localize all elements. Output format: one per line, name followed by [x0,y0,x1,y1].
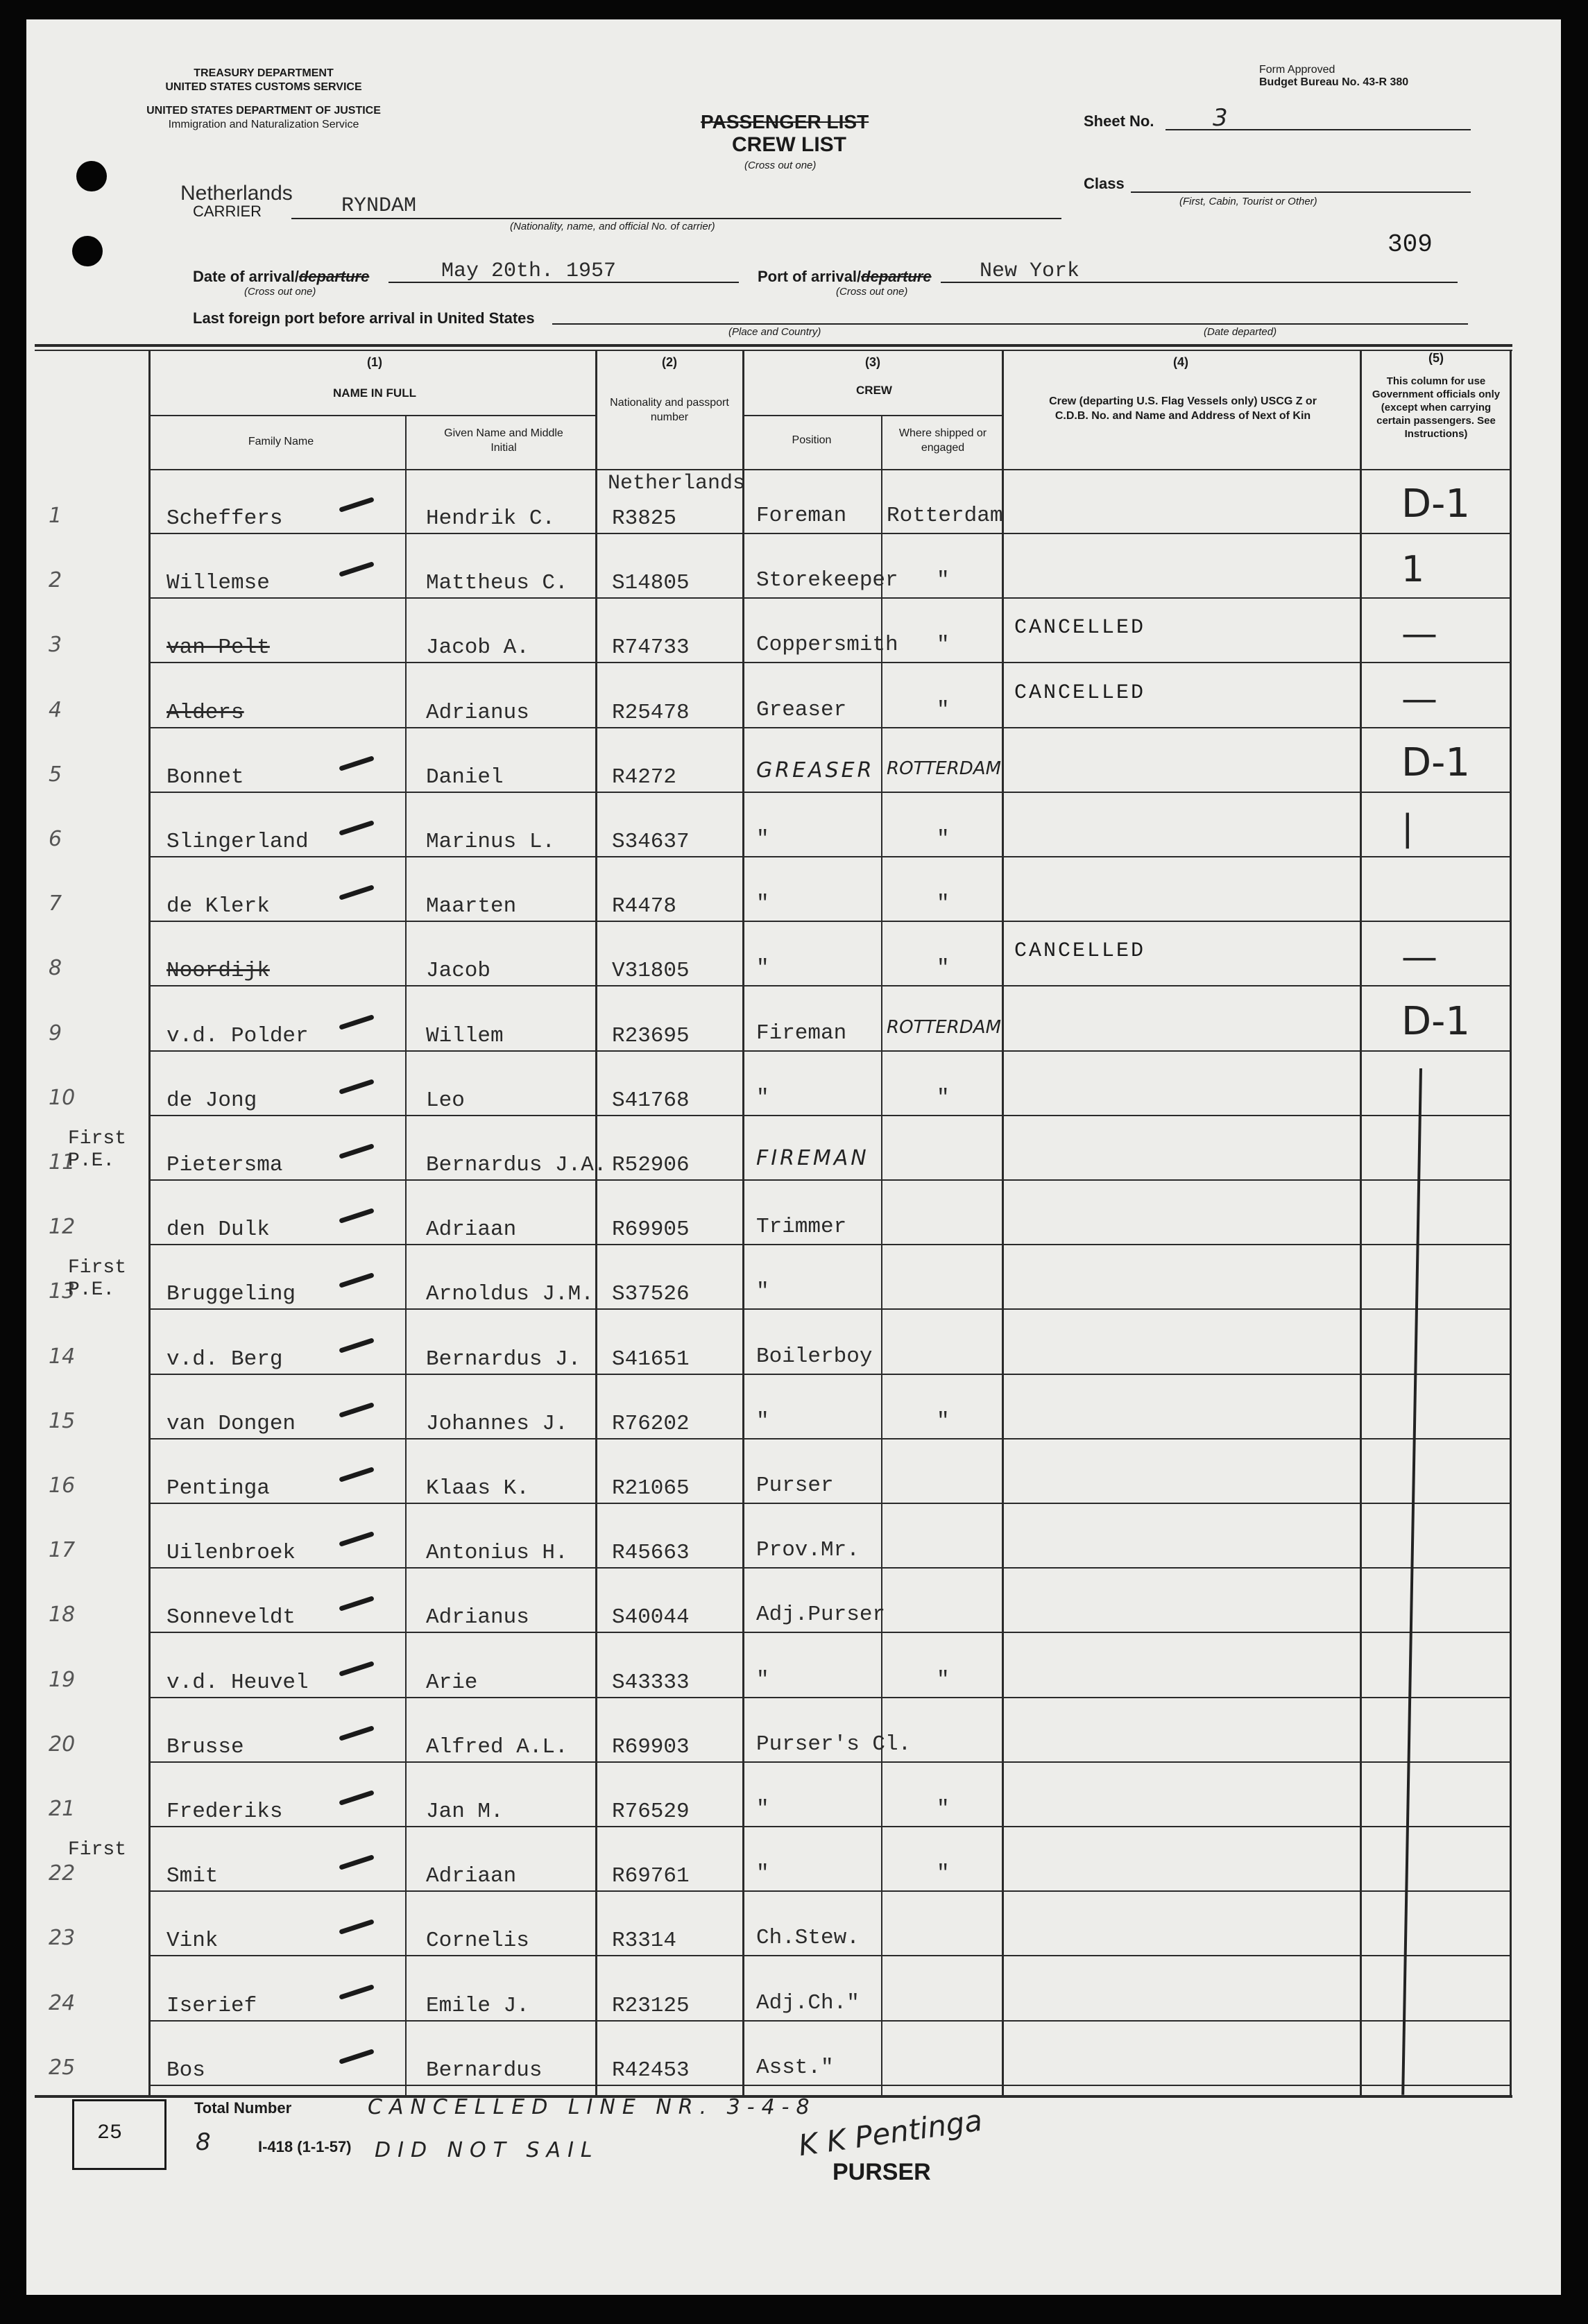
family-name: Bonnet [167,764,244,789]
total-number-label: Total Number [194,2099,292,2117]
family-name: Bos [167,2058,205,2083]
family-name: Pietersma [167,1153,283,1177]
title-cross-out: (Cross out one) [744,160,817,171]
position: Asst." [756,2055,834,2080]
position: " [756,1408,769,1433]
row-number: 22 [49,1861,76,1886]
class-hint: (First, Cabin, Tourist or Other) [1179,196,1317,207]
where-shipped: " [937,1408,950,1433]
date-label-text: Date of arrival/ [193,268,299,285]
family-name: de Klerk [167,894,270,919]
row-side-note: First P.E. [68,1257,127,1301]
col-nationality: Nationality and passport number [610,397,729,423]
family-name: Slingerland [167,830,309,854]
where-shipped: " [937,633,950,658]
row-number: 5 [49,762,62,787]
class-label: Class [1084,175,1125,192]
carrier-hint: (Nationality, name, and official No. of carrier) [510,221,715,232]
nationality-note: Netherlands [608,472,746,495]
given-name: Bernardus [426,2058,543,2083]
passport-number: R76529 [612,1800,690,1824]
family-name: v.d. Berg [167,1347,283,1372]
passport-number: R69761 [612,1864,690,1889]
port-label [758,268,932,286]
title-crew-list: CREW LIST [732,133,846,156]
col4-number: (4) [1173,355,1188,369]
family-name: v.d. Heuvel [167,1670,309,1695]
where-shipped: " [937,891,950,916]
official-mark: D-1 [1401,740,1470,785]
row-number: 4 [49,697,62,722]
col1-number: (1) [367,355,382,369]
col-given-name: Given Name and Middle Initial [444,427,563,454]
family-name: Pentinga [167,1476,270,1501]
where-shipped: " [937,697,950,722]
family-name: Frederiks [167,1800,283,1824]
family-name: Vink [167,1929,219,1954]
family-name: den Dulk [167,1217,270,1242]
given-name: Emile J. [426,1993,529,2018]
row-number: 14 [49,1344,76,1369]
family-name: Iserief [167,1993,257,2018]
official-mark: — [1401,937,1437,979]
port-label-text: Port of arrival/ [758,268,862,285]
position: Adj.Ch." [756,1990,860,2015]
family-name: Scheffers [167,506,283,531]
form-approved: Form Approved [1259,64,1335,76]
row-number: 12 [49,1215,76,1240]
passport-number: R69905 [612,1217,690,1242]
col-crew: CREW [856,384,892,397]
passport-number: S37526 [612,1282,690,1307]
given-name: Bernardus J. [426,1347,581,1372]
given-name: Alfred A.L. [426,1734,568,1759]
arrival-date: May 20th. 1957 [441,259,617,283]
eight-mark: 8 [196,2128,211,2156]
family-name: Uilenbroek [167,1541,296,1566]
passport-number: V31805 [612,959,690,984]
family-name: Sonneveldt [167,1605,296,1630]
passport-number: R23125 [612,1993,690,2018]
official-mark: 1 [1401,549,1425,591]
budget-bureau: Budget Bureau No. 43-R 380 [1259,76,1409,88]
given-name: Jacob A. [426,635,529,660]
where-shipped: " [937,1861,950,1886]
given-name: Leo [426,1088,465,1113]
where-shipped: " [937,1085,950,1110]
row-side-note: First [68,1839,127,1861]
given-name: Marinus L. [426,830,556,854]
given-name: Daniel [426,764,504,789]
position: " [756,1861,769,1886]
arrival-port: New York [980,259,1080,283]
col-crew-note: Crew (departing U.S. Flag Vessels only) USCG Z or C.D.B. No. and Name and Address of Next of Kin [1049,395,1317,422]
row-number: 6 [49,827,62,851]
passport-number: R52906 [612,1153,690,1177]
row-number: 20 [49,1732,76,1757]
passport-number: R76202 [612,1411,690,1436]
cancelled-stamp: CANCELLED [1014,616,1146,640]
official-mark: | [1401,808,1414,849]
header-dept-3: UNITED STATES DEPARTMENT OF JUSTICE [146,105,381,117]
total-box-value: 25 [97,2121,123,2145]
given-name: Mattheus C. [426,571,568,596]
family-name: Brusse [167,1734,244,1759]
row-number: 2 [49,568,62,593]
cancelled-note: CANCELLED LINE NR. 3-4-8 [368,2095,817,2119]
cancelled-stamp: CANCELLED [1014,939,1146,964]
where-shipped: ROTTERDAM [887,758,1002,779]
given-name: Adrianus [426,700,529,725]
header-dept-1: TREASURY DEPARTMENT [194,67,334,79]
position: Greaser [756,697,847,722]
passport-number: R23695 [612,1023,690,1048]
position: GREASER [756,758,875,783]
where-shipped: ROTTERDAM [887,1016,1002,1038]
row-number: 25 [49,2055,76,2080]
where-shipped: " [937,956,950,981]
given-name: Maarten [426,894,517,919]
passport-number: R45663 [612,1541,690,1566]
row-number: 11 [49,1150,76,1174]
family-name: van Pelt [167,635,270,660]
row-number: 3 [49,633,62,658]
cancelled-stamp: CANCELLED [1014,681,1146,705]
passport-number: S41768 [612,1088,690,1113]
form-number: I-418 (1-1-57) [258,2138,352,2155]
sheet-ref-number: 309 [1388,230,1433,259]
row-number: 10 [49,1085,76,1110]
position: " [756,956,769,981]
row-number: 8 [49,956,62,981]
given-name: Adrianus [426,1605,529,1630]
given-name: Adriaan [426,1217,517,1242]
carrier-name: RYNDAM [341,194,417,218]
col2-number: (2) [662,355,677,369]
row-side-note: First P.E. [68,1128,127,1172]
purser-signature: K K Pentinga [796,2103,984,2163]
given-name: Arie [426,1670,478,1695]
position: Storekeeper [756,568,898,593]
passport-number: S40044 [612,1605,690,1630]
given-name: Jacob [426,959,491,984]
title-passenger-list: PASSENGER LIST [701,111,869,133]
row-number: 23 [49,1926,76,1951]
family-name: Alders [167,700,244,725]
date-label-struck: departure [298,268,370,285]
col3-number: (3) [865,355,880,369]
passport-number: R4478 [612,894,677,919]
col-family-name: Family Name [248,436,314,447]
position: Purser's Cl. [756,1732,912,1757]
sheet-label: Sheet No. [1084,112,1154,130]
place-hint: (Place and Country) [728,326,821,338]
position: Foreman [756,504,847,528]
position: Ch.Stew. [756,1926,860,1951]
where-shipped: " [937,827,950,851]
passport-number: R21065 [612,1476,690,1501]
passport-number: R3314 [612,1929,677,1954]
carrier-label: CARRIER [193,203,262,220]
col1-title: NAME IN FULL [333,386,416,400]
given-name: Antonius H. [426,1541,568,1566]
position: Fireman [756,1020,847,1045]
port-label-struck: departure [861,268,932,285]
header-dept-4: Immigration and Naturalization Service [168,119,359,130]
sheet-number: 3 [1213,104,1228,132]
row-number: 13 [49,1279,76,1304]
given-name: Johannes J. [426,1411,568,1436]
row-number: 21 [49,1797,76,1821]
where-shipped: Rotterdam [887,504,1003,528]
position: FIREMAN [756,1146,869,1170]
row-number: 17 [49,1538,76,1563]
official-mark: — [1401,678,1437,720]
date-departed-hint: (Date departed) [1204,326,1277,338]
where-shipped: " [937,1797,950,1821]
row-number: 7 [49,891,62,916]
port-cross-out: (Cross out one) [836,286,908,298]
passport-number: R42453 [612,2058,690,2083]
row-number: 9 [49,1020,62,1045]
given-name: Klaas K. [426,1476,529,1501]
passport-number: S14805 [612,571,690,596]
position: Adj.Purser [756,1603,886,1627]
given-name: Arnoldus J.M. [426,1282,594,1307]
family-name: Smit [167,1864,219,1889]
date-cross-out: (Cross out one) [244,286,316,298]
last-port-label: Last foreign port before arrival in United States [193,309,535,327]
row-number: 16 [49,1473,76,1498]
col5-number: (5) [1428,351,1444,365]
family-name: v.d. Polder [167,1023,309,1048]
col-gov-note: This column for use Government officials only (except when carrying certain passengers. See Instructions) [1372,375,1501,440]
row-number: 18 [49,1603,76,1627]
family-name: Noordijk [167,959,270,984]
position: Boilerboy [756,1344,873,1369]
official-mark: — [1401,613,1437,656]
passport-number: R74733 [612,635,690,660]
given-name: Willem [426,1023,504,1048]
punch-hole-top [76,161,107,191]
punch-hole-bottom [72,236,103,266]
position: Trimmer [756,1215,847,1240]
passport-number: R25478 [612,700,690,725]
family-name: Bruggeling [167,1282,296,1307]
position: " [756,1797,769,1821]
passport-number: R4272 [612,764,677,789]
row-number: 19 [49,1667,76,1692]
col-position: Position [792,434,832,446]
passport-number: S34637 [612,830,690,854]
position: " [756,1667,769,1692]
official-mark: D-1 [1401,481,1470,527]
col-where-shipped: Where shipped or engaged [898,427,987,454]
did-not-sail-note: DID NOT SAIL [375,2138,599,2162]
where-shipped: " [937,568,950,593]
position: " [756,1085,769,1110]
position: " [756,1279,769,1304]
date-label [193,268,369,286]
passport-number: R69903 [612,1734,690,1759]
passport-number: S41651 [612,1347,690,1372]
given-name: Jan M. [426,1800,504,1824]
carrier-nationality: Netherlands [180,182,293,205]
given-name: Hendrik C. [426,506,556,531]
position: Prov.Mr. [756,1538,860,1563]
row-number: 1 [49,504,62,528]
position: Purser [756,1473,834,1498]
family-name: de Jong [167,1088,257,1113]
official-mark: D-1 [1401,998,1470,1044]
family-name: Willemse [167,571,270,596]
header-dept-2: UNITED STATES CUSTOMS SERVICE [165,81,362,93]
row-number: 15 [49,1408,76,1433]
given-name: Cornelis [426,1929,529,1954]
where-shipped: " [937,1667,950,1692]
given-name: Adriaan [426,1864,517,1889]
given-name: Bernardus J.A. [426,1153,607,1177]
row-number: 24 [49,1990,76,2015]
purser-label: PURSER [833,2159,931,2185]
passport-number: R3825 [612,506,677,531]
passport-number: S43333 [612,1670,690,1695]
position: Coppersmith [756,633,898,658]
position: " [756,891,769,916]
position: " [756,827,769,851]
family-name: van Dongen [167,1411,296,1436]
